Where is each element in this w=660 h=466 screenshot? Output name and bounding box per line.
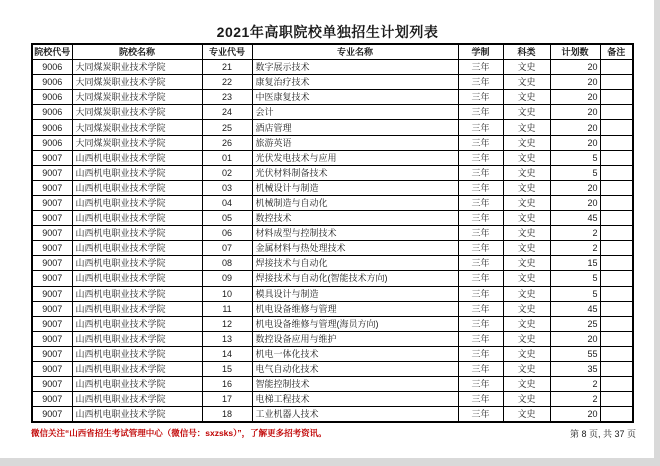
cell-remark — [600, 301, 633, 316]
cell-category: 文史 — [503, 377, 550, 392]
cell-remark — [600, 392, 633, 407]
table-row — [32, 105, 633, 120]
cell-college-name: 大同煤炭职业技术学院 — [72, 60, 202, 75]
cell-college-name: 山西机电职业技术学院 — [72, 271, 202, 286]
cell-college-code: 9007 — [32, 377, 72, 392]
cell-college-name: 山西机电职业技术学院 — [72, 256, 202, 271]
cell-category: 文史 — [503, 286, 550, 301]
cell-college-code: 9007 — [32, 407, 72, 423]
cell-major-name: 光伏发电技术与应用 — [252, 150, 458, 165]
header-duration: 学制 — [458, 44, 503, 60]
cell-duration: 三年 — [458, 316, 503, 331]
cell-remark — [600, 331, 633, 346]
cell-major-code: 11 — [202, 301, 252, 316]
cell-plan-count: 2 — [550, 392, 600, 407]
table-row — [32, 165, 633, 180]
cell-major-code: 13 — [202, 331, 252, 346]
cell-major-name: 智能控制技术 — [252, 377, 458, 392]
cell-category: 文史 — [503, 407, 550, 423]
cell-college-code: 9007 — [32, 301, 72, 316]
header-category: 科类 — [503, 44, 550, 60]
cell-major-name: 数字展示技术 — [252, 60, 458, 75]
cell-duration: 三年 — [458, 165, 503, 180]
cell-category: 文史 — [503, 165, 550, 180]
cell-category: 文史 — [503, 361, 550, 376]
cell-remark — [600, 407, 633, 423]
cell-college-code: 9007 — [32, 361, 72, 376]
cell-duration: 三年 — [458, 331, 503, 346]
cell-major-code: 12 — [202, 316, 252, 331]
cell-college-name: 山西机电职业技术学院 — [72, 331, 202, 346]
table-row — [32, 241, 633, 256]
cell-major-code: 14 — [202, 346, 252, 361]
table-row — [32, 346, 633, 361]
cell-duration: 三年 — [458, 241, 503, 256]
cell-major-code: 22 — [202, 75, 252, 90]
cell-plan-count: 20 — [550, 135, 600, 150]
cell-category: 文史 — [503, 105, 550, 120]
cell-remark — [600, 150, 633, 165]
cell-major-code: 21 — [202, 60, 252, 75]
cell-college-name: 大同煤炭职业技术学院 — [72, 120, 202, 135]
cell-plan-count: 15 — [550, 256, 600, 271]
cell-major-name: 机电设备维修与管理(海员方向) — [252, 316, 458, 331]
cell-category: 文史 — [503, 75, 550, 90]
cell-college-code: 9007 — [32, 286, 72, 301]
cell-major-code: 07 — [202, 241, 252, 256]
table-row — [32, 271, 633, 286]
cell-plan-count: 25 — [550, 316, 600, 331]
cell-plan-count: 45 — [550, 301, 600, 316]
cell-plan-count: 20 — [550, 120, 600, 135]
cell-college-name: 山西机电职业技术学院 — [72, 286, 202, 301]
cell-plan-count: 2 — [550, 241, 600, 256]
table-row — [32, 150, 633, 165]
cell-college-code: 9007 — [32, 316, 72, 331]
cell-remark — [600, 271, 633, 286]
table-row — [32, 120, 633, 135]
cell-major-code: 10 — [202, 286, 252, 301]
cell-major-code: 16 — [202, 377, 252, 392]
cell-college-name: 大同煤炭职业技术学院 — [72, 105, 202, 120]
cell-category: 文史 — [503, 256, 550, 271]
cell-major-name: 中医康复技术 — [252, 90, 458, 105]
header-remark: 备注 — [600, 44, 633, 60]
cell-remark — [600, 286, 633, 301]
cell-remark — [600, 135, 633, 150]
cell-major-name: 电气自动化技术 — [252, 361, 458, 376]
cell-major-code: 09 — [202, 271, 252, 286]
cell-plan-count: 5 — [550, 150, 600, 165]
cell-remark — [600, 120, 633, 135]
cell-category: 文史 — [503, 60, 550, 75]
table-row — [32, 256, 633, 271]
cell-remark — [600, 105, 633, 120]
cell-duration: 三年 — [458, 135, 503, 150]
table-row — [32, 377, 633, 392]
cell-major-name: 光伏材料制备技术 — [252, 165, 458, 180]
header-major-code: 专业代号 — [202, 44, 252, 60]
cell-remark — [600, 361, 633, 376]
cell-major-code: 15 — [202, 361, 252, 376]
cell-college-name: 大同煤炭职业技术学院 — [72, 135, 202, 150]
cell-duration: 三年 — [458, 286, 503, 301]
cell-college-code: 9007 — [32, 346, 72, 361]
cell-plan-count: 35 — [550, 361, 600, 376]
cell-category: 文史 — [503, 226, 550, 241]
cell-duration: 三年 — [458, 195, 503, 210]
cell-major-name: 金属材料与热处理技术 — [252, 241, 458, 256]
table-row — [32, 407, 633, 423]
cell-college-name: 山西机电职业技术学院 — [72, 195, 202, 210]
cell-major-code: 05 — [202, 211, 252, 226]
cell-duration: 三年 — [458, 180, 503, 195]
footer-page-indicator: 第 8 页, 共 37 页 — [569, 429, 636, 439]
cell-major-code: 23 — [202, 90, 252, 105]
cell-major-name: 数控设备应用与维护 — [252, 331, 458, 346]
cell-plan-count: 2 — [550, 377, 600, 392]
cell-remark — [600, 60, 633, 75]
cell-category: 文史 — [503, 392, 550, 407]
cell-major-name: 电梯工程技术 — [252, 392, 458, 407]
cell-college-name: 山西机电职业技术学院 — [72, 150, 202, 165]
cell-category: 文史 — [503, 120, 550, 135]
cell-major-code: 03 — [202, 180, 252, 195]
cell-college-name: 山西机电职业技术学院 — [72, 377, 202, 392]
cell-major-code: 17 — [202, 392, 252, 407]
cell-category: 文史 — [503, 90, 550, 105]
table-row — [32, 361, 633, 376]
table-body — [32, 60, 633, 423]
cell-college-name: 山西机电职业技术学院 — [72, 241, 202, 256]
cell-college-name: 大同煤炭职业技术学院 — [72, 90, 202, 105]
cell-remark — [600, 316, 633, 331]
cell-plan-count: 20 — [550, 90, 600, 105]
cell-duration: 三年 — [458, 60, 503, 75]
cell-category: 文史 — [503, 135, 550, 150]
cell-major-name: 旅游英语 — [252, 135, 458, 150]
cell-college-code: 9007 — [32, 241, 72, 256]
cell-college-code: 9007 — [32, 226, 72, 241]
table-row — [32, 211, 633, 226]
cell-remark — [600, 180, 633, 195]
header-college-code: 院校代号 — [32, 44, 72, 60]
cell-major-code: 26 — [202, 135, 252, 150]
cell-duration: 三年 — [458, 75, 503, 90]
cell-plan-count: 20 — [550, 331, 600, 346]
cell-category: 文史 — [503, 301, 550, 316]
cell-major-code: 25 — [202, 120, 252, 135]
cell-major-name: 焊接技术与自动化 — [252, 256, 458, 271]
cell-remark — [600, 211, 633, 226]
table-row — [32, 90, 633, 105]
cell-major-name: 数控技术 — [252, 211, 458, 226]
cell-college-code: 9007 — [32, 392, 72, 407]
cell-plan-count: 5 — [550, 165, 600, 180]
cell-major-name: 机电一体化技术 — [252, 346, 458, 361]
table-row — [32, 301, 633, 316]
footer-wechat-notice: 微信关注“山西省招生考试管理中心（微信号：sxzsks）”，了解更多招考资讯。 — [31, 428, 327, 438]
cell-college-code: 9006 — [32, 60, 72, 75]
cell-major-code: 08 — [202, 256, 252, 271]
cell-major-code: 24 — [202, 105, 252, 120]
cell-remark — [600, 165, 633, 180]
cell-college-name: 山西机电职业技术学院 — [72, 226, 202, 241]
cell-remark — [600, 226, 633, 241]
cell-college-code: 9007 — [32, 256, 72, 271]
table-row — [32, 286, 633, 301]
table-row — [32, 392, 633, 407]
cell-duration: 三年 — [458, 407, 503, 423]
cell-college-code: 9006 — [32, 105, 72, 120]
cell-duration: 三年 — [458, 271, 503, 286]
cell-remark — [600, 241, 633, 256]
cell-major-code: 06 — [202, 226, 252, 241]
cell-duration: 三年 — [458, 226, 503, 241]
cell-plan-count: 20 — [550, 75, 600, 90]
cell-major-name: 机电设备维修与管理 — [252, 301, 458, 316]
cell-remark — [600, 75, 633, 90]
cell-plan-count: 20 — [550, 407, 600, 423]
table-row — [32, 60, 633, 75]
cell-plan-count: 20 — [550, 195, 600, 210]
cell-college-code: 9006 — [32, 120, 72, 135]
cell-college-name: 山西机电职业技术学院 — [72, 361, 202, 376]
cell-duration: 三年 — [458, 377, 503, 392]
cell-college-code: 9007 — [32, 271, 72, 286]
cell-college-name: 山西机电职业技术学院 — [72, 180, 202, 195]
cell-plan-count: 2 — [550, 226, 600, 241]
cell-college-name: 山西机电职业技术学院 — [72, 211, 202, 226]
table-row — [32, 180, 633, 195]
cell-remark — [600, 346, 633, 361]
cell-category: 文史 — [503, 195, 550, 210]
cell-duration: 三年 — [458, 392, 503, 407]
cell-category: 文史 — [503, 211, 550, 226]
cell-college-code: 9006 — [32, 135, 72, 150]
cell-college-code: 9006 — [32, 90, 72, 105]
table-header-row — [32, 44, 633, 60]
cell-category: 文史 — [503, 241, 550, 256]
table-row — [32, 75, 633, 90]
cell-duration: 三年 — [458, 301, 503, 316]
cell-duration: 三年 — [458, 90, 503, 105]
cell-category: 文史 — [503, 331, 550, 346]
cell-college-name: 山西机电职业技术学院 — [72, 165, 202, 180]
cell-major-name: 机械设计与制造 — [252, 180, 458, 195]
cell-college-name: 山西机电职业技术学院 — [72, 316, 202, 331]
cell-plan-count: 45 — [550, 211, 600, 226]
cell-college-name: 山西机电职业技术学院 — [72, 407, 202, 423]
cell-college-name: 山西机电职业技术学院 — [72, 301, 202, 316]
cell-category: 文史 — [503, 180, 550, 195]
header-major-name: 专业名称 — [252, 44, 458, 60]
cell-duration: 三年 — [458, 361, 503, 376]
cell-major-name: 材料成型与控制技术 — [252, 226, 458, 241]
cell-college-code: 9007 — [32, 180, 72, 195]
cell-major-name: 酒店管理 — [252, 120, 458, 135]
table-row — [32, 331, 633, 346]
cell-remark — [600, 195, 633, 210]
cell-duration: 三年 — [458, 256, 503, 271]
cell-duration: 三年 — [458, 120, 503, 135]
cell-category: 文史 — [503, 271, 550, 286]
cell-major-name: 会计 — [252, 105, 458, 120]
cell-remark — [600, 377, 633, 392]
cell-college-name: 山西机电职业技术学院 — [72, 392, 202, 407]
cell-major-code: 18 — [202, 407, 252, 423]
cell-major-code: 02 — [202, 165, 252, 180]
cell-major-code: 04 — [202, 195, 252, 210]
cell-college-code: 9007 — [32, 165, 72, 180]
cell-plan-count: 55 — [550, 346, 600, 361]
cell-major-name: 模具设计与制造 — [252, 286, 458, 301]
cell-college-code: 9007 — [32, 331, 72, 346]
header-college-name: 院校名称 — [72, 44, 202, 60]
cell-college-code: 9007 — [32, 211, 72, 226]
cell-duration: 三年 — [458, 105, 503, 120]
cell-plan-count: 20 — [550, 180, 600, 195]
cell-major-name: 焊接技术与自动化(智能技术方向) — [252, 271, 458, 286]
table-row — [32, 195, 633, 210]
cell-major-code: 01 — [202, 150, 252, 165]
cell-plan-count: 20 — [550, 60, 600, 75]
cell-duration: 三年 — [458, 150, 503, 165]
cell-plan-count: 5 — [550, 286, 600, 301]
cell-college-name: 大同煤炭职业技术学院 — [72, 75, 202, 90]
cell-remark — [600, 90, 633, 105]
cell-college-code: 9006 — [32, 75, 72, 90]
header-plan-count: 计划数 — [550, 44, 600, 60]
cell-category: 文史 — [503, 150, 550, 165]
table-row — [32, 226, 633, 241]
table-row — [32, 135, 633, 150]
cell-plan-count: 20 — [550, 105, 600, 120]
cell-college-name: 山西机电职业技术学院 — [72, 346, 202, 361]
cell-category: 文史 — [503, 346, 550, 361]
cell-plan-count: 5 — [550, 271, 600, 286]
table-row — [32, 316, 633, 331]
cell-category: 文史 — [503, 316, 550, 331]
cell-college-code: 9007 — [32, 195, 72, 210]
cell-major-name: 康复治疗技术 — [252, 75, 458, 90]
cell-major-name: 工业机器人技术 — [252, 407, 458, 423]
cell-college-code: 9007 — [32, 150, 72, 165]
page-title: 2021年高职院校单独招生计划列表 — [216, 24, 439, 40]
enrollment-plan-table — [31, 43, 634, 423]
cell-duration: 三年 — [458, 346, 503, 361]
cell-major-name: 机械制造与自动化 — [252, 195, 458, 210]
cell-duration: 三年 — [458, 211, 503, 226]
cell-remark — [600, 256, 633, 271]
